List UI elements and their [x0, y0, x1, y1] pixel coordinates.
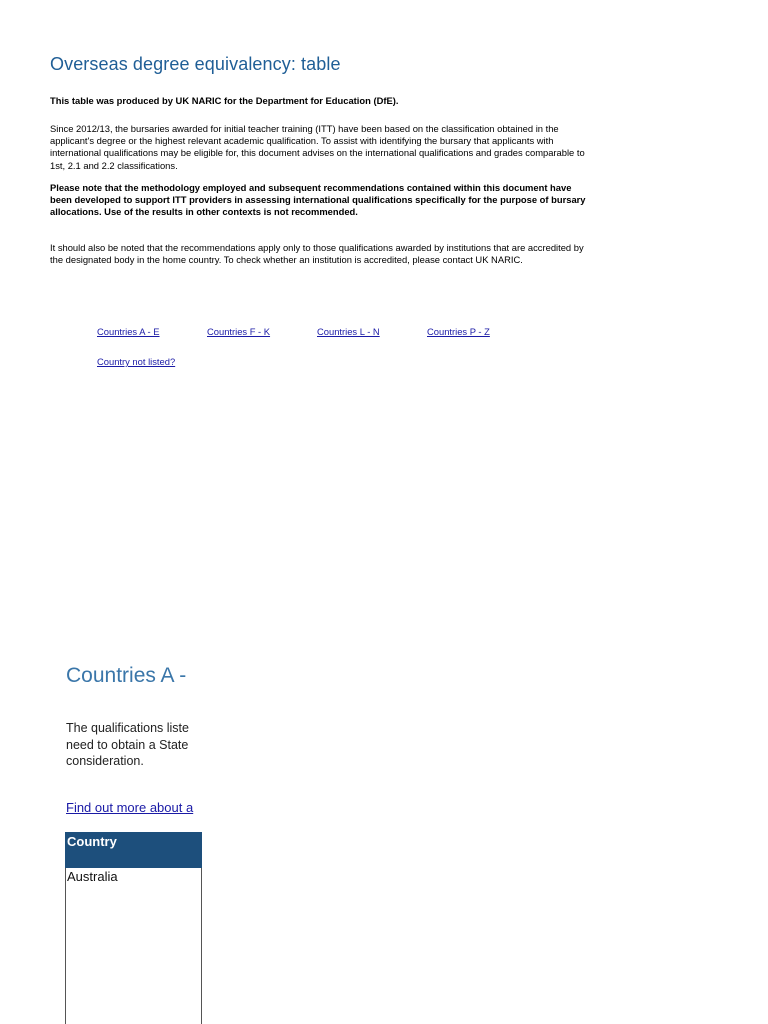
- nav-link-countries-p-z[interactable]: Countries P - Z: [427, 326, 490, 337]
- table-header-country: Country: [65, 832, 202, 868]
- accreditation-note: It should also be noted that the recommendations apply only to those qualifications awarded by institutions that are accredited by the designated body in the home country. To check whether an institution is accredited, please contact UK NARIC.: [50, 242, 584, 266]
- section-description-line: The qualifications liste: [66, 721, 189, 735]
- bursary-paragraph: Since 2012/13, the bursaries awarded for initial teacher training (ITT) have been based on the classification obtained in the applicant's degree or the highest relevant academic qualification. To assist with identifying the bursary that applicants with international qualifications may be eligible for, this document advises on the international qualifications and grades comparable to 1st, 2.1 and 2.2 classifications.: [50, 123, 585, 171]
- nav-link-countries-l-n[interactable]: Countries L - N: [317, 326, 380, 337]
- section-title: Countries A -: [66, 664, 187, 687]
- table-cell-country: Australia: [65, 868, 202, 1024]
- section-description-line: need to obtain a State: [66, 737, 189, 752]
- page-title: Overseas degree equivalency: table: [50, 54, 341, 74]
- countries-table: [65, 832, 202, 1024]
- nav-link-country-not-listed[interactable]: Country not listed?: [97, 356, 176, 367]
- countries-a-e-section-preview: [60, 660, 204, 1024]
- nav-link-countries-f-k[interactable]: Countries F - K: [207, 326, 271, 337]
- methodology-note: Please note that the methodology employed and subsequent recommendations contained within this document have been developed to support ITT providers in assessing international qualifications specifically for the purpose of bursary allocations. Use of the results in other contexts is not recommended.: [50, 182, 586, 218]
- nav-link-countries-a-e[interactable]: Countries A - E: [97, 326, 160, 337]
- section-description: [66, 720, 204, 770]
- find-out-more-link[interactable]: Find out more about a: [66, 800, 194, 815]
- section-description-line: consideration.: [66, 754, 144, 768]
- intro-statement: This table was produced by UK NARIC for the Department for Education (DfE).: [50, 95, 399, 106]
